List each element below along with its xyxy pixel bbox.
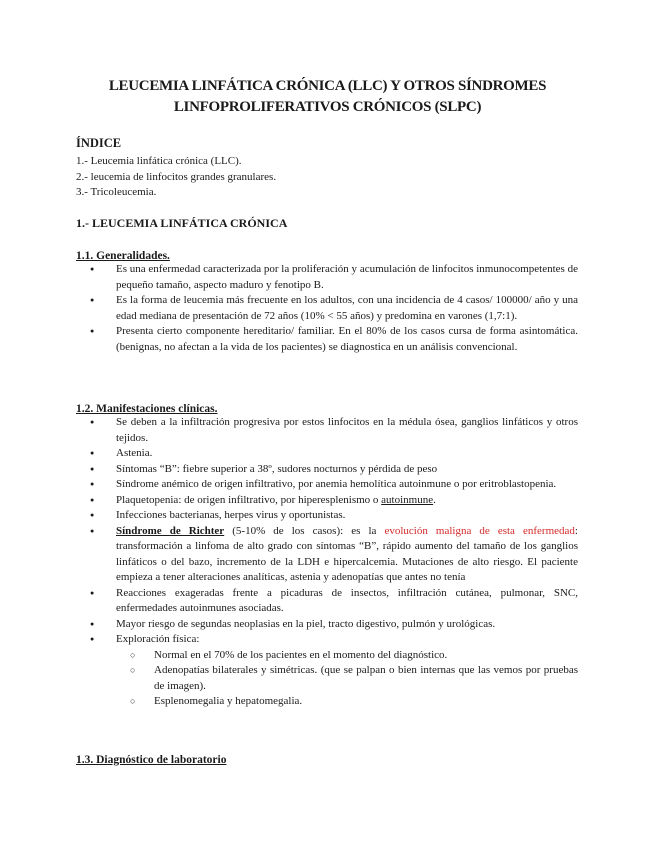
generalidades-list xyxy=(116,262,578,355)
index-item-3: 3.- Tricoleucemia. xyxy=(76,186,157,198)
list-item: ● Síntomas “B”: fiebre superior a 38º, sudores nocturnos y pérdida de peso xyxy=(116,462,578,478)
list-item: ● Presenta cierto componente hereditario/ familiar. En el 80% de los casos cursa de forma asintomática. (benignas, no afectan a la vida de los pacientes) se diagnostica en un análisis convencional. xyxy=(116,324,578,355)
list-item-richter xyxy=(116,524,578,586)
document-title xyxy=(60,76,595,118)
sublist-item: ○ Adenopatías bilaterales y simétricas. (que se palpan o bien internas que las vemos por pruebas de imagen). xyxy=(116,663,578,694)
richter-mid: (5-10% de los casos): es la xyxy=(224,524,385,537)
exploracion-label: Exploración física: xyxy=(116,633,200,645)
plaquetopenia-end: . xyxy=(433,493,436,506)
list-item-exploracion xyxy=(116,632,578,710)
manifestaciones-list xyxy=(116,415,578,710)
list-item-plaquetopenia xyxy=(116,493,578,509)
subsection-1-3-heading: 1.3. Diagnóstico de laboratorio xyxy=(76,754,227,766)
list-item: ● Es la forma de leucemia más frecuente en los adultos, con una incidencia de 4 casos/ 100000/ año y una edad mediana de presentación de 72 años (10% < 55 años) y predomina en varones (1,7:1). xyxy=(116,293,578,324)
list-item: ● Síndrome anémico de origen infiltrativo, por anemia hemolítica autoinmune o por eritroblastopenia. xyxy=(116,477,578,493)
plaquetopenia-text: Plaquetopenia: de origen infiltrativo, por hiperesplenismo o xyxy=(116,493,382,506)
section-1-heading: 1.- LEUCEMIA LINFÁTICA CRÓNICA xyxy=(76,216,288,230)
index-item-2: 2.- leucemia de linfocitos grandes granulares. xyxy=(76,170,277,183)
exploracion-sublist xyxy=(116,648,578,710)
index-heading: ÍNDICE xyxy=(76,136,122,150)
subsection-1-2-heading: 1.2. Manifestaciones clínicas. xyxy=(76,403,218,415)
subsection-1-1-heading: 1.1. Generalidades. xyxy=(76,250,170,262)
richter-rest: : transformación a linfoma de alto grado con síntomas “B”, rápido aumento del tamaño de los ganglios linfáticos o del bazo, incremento de la LDH e hipercalcemia. Mutaciones de alto riesgo. El paciente empieza a tener alteraciones analíticas, astenia y adenopatías que antes no tenía xyxy=(116,524,578,583)
list-item: ● Reacciones exageradas frente a picaduras de insectos, infiltración cutánea, pulmonar, SNC, enfermedades autoinmunes asociadas. xyxy=(116,586,578,617)
list-item: ● Astenia. xyxy=(116,446,578,462)
sublist-item: ○ Normal en el 70% de los pacientes en el momento del diagnóstico. xyxy=(116,648,578,664)
richter-highlight: evolución maligna de esta enfermedad xyxy=(384,524,575,537)
sublist-item: ○ Esplenomegalia y hepatomegalia. xyxy=(116,694,578,710)
list-item: ● Infecciones bacterianas, herpes virus y oportunistas. xyxy=(116,508,578,524)
list-item: ● Mayor riesgo de segundas neoplasias en la piel, tracto digestivo, pulmón y urológicas. xyxy=(116,617,578,633)
richter-label: Síndrome de Richter xyxy=(116,524,225,537)
title-line-2: LINFOPROLIFERATIVOS CRÓNICOS (SLPC) xyxy=(173,99,482,115)
index-item-1: 1.- Leucemia linfática crónica (LLC). xyxy=(76,155,242,167)
list-item: ● Es una enfermedad caracterizada por la proliferación y acumulación de linfocitos inmunocompetentes de pequeño tamaño, aspecto maduro y fenotipo B. xyxy=(116,262,578,293)
autoinmune-link[interactable]: autoinmune xyxy=(381,493,434,506)
list-item: ● Se deben a la infiltración progresiva por estos linfocitos en la médula ósea, ganglios linfáticos y otros tejidos. xyxy=(116,415,578,446)
title-line-1: LEUCEMIA LINFÁTICA CRÓNICA (LLC) Y OTROS SÍNDROMES xyxy=(108,78,547,94)
